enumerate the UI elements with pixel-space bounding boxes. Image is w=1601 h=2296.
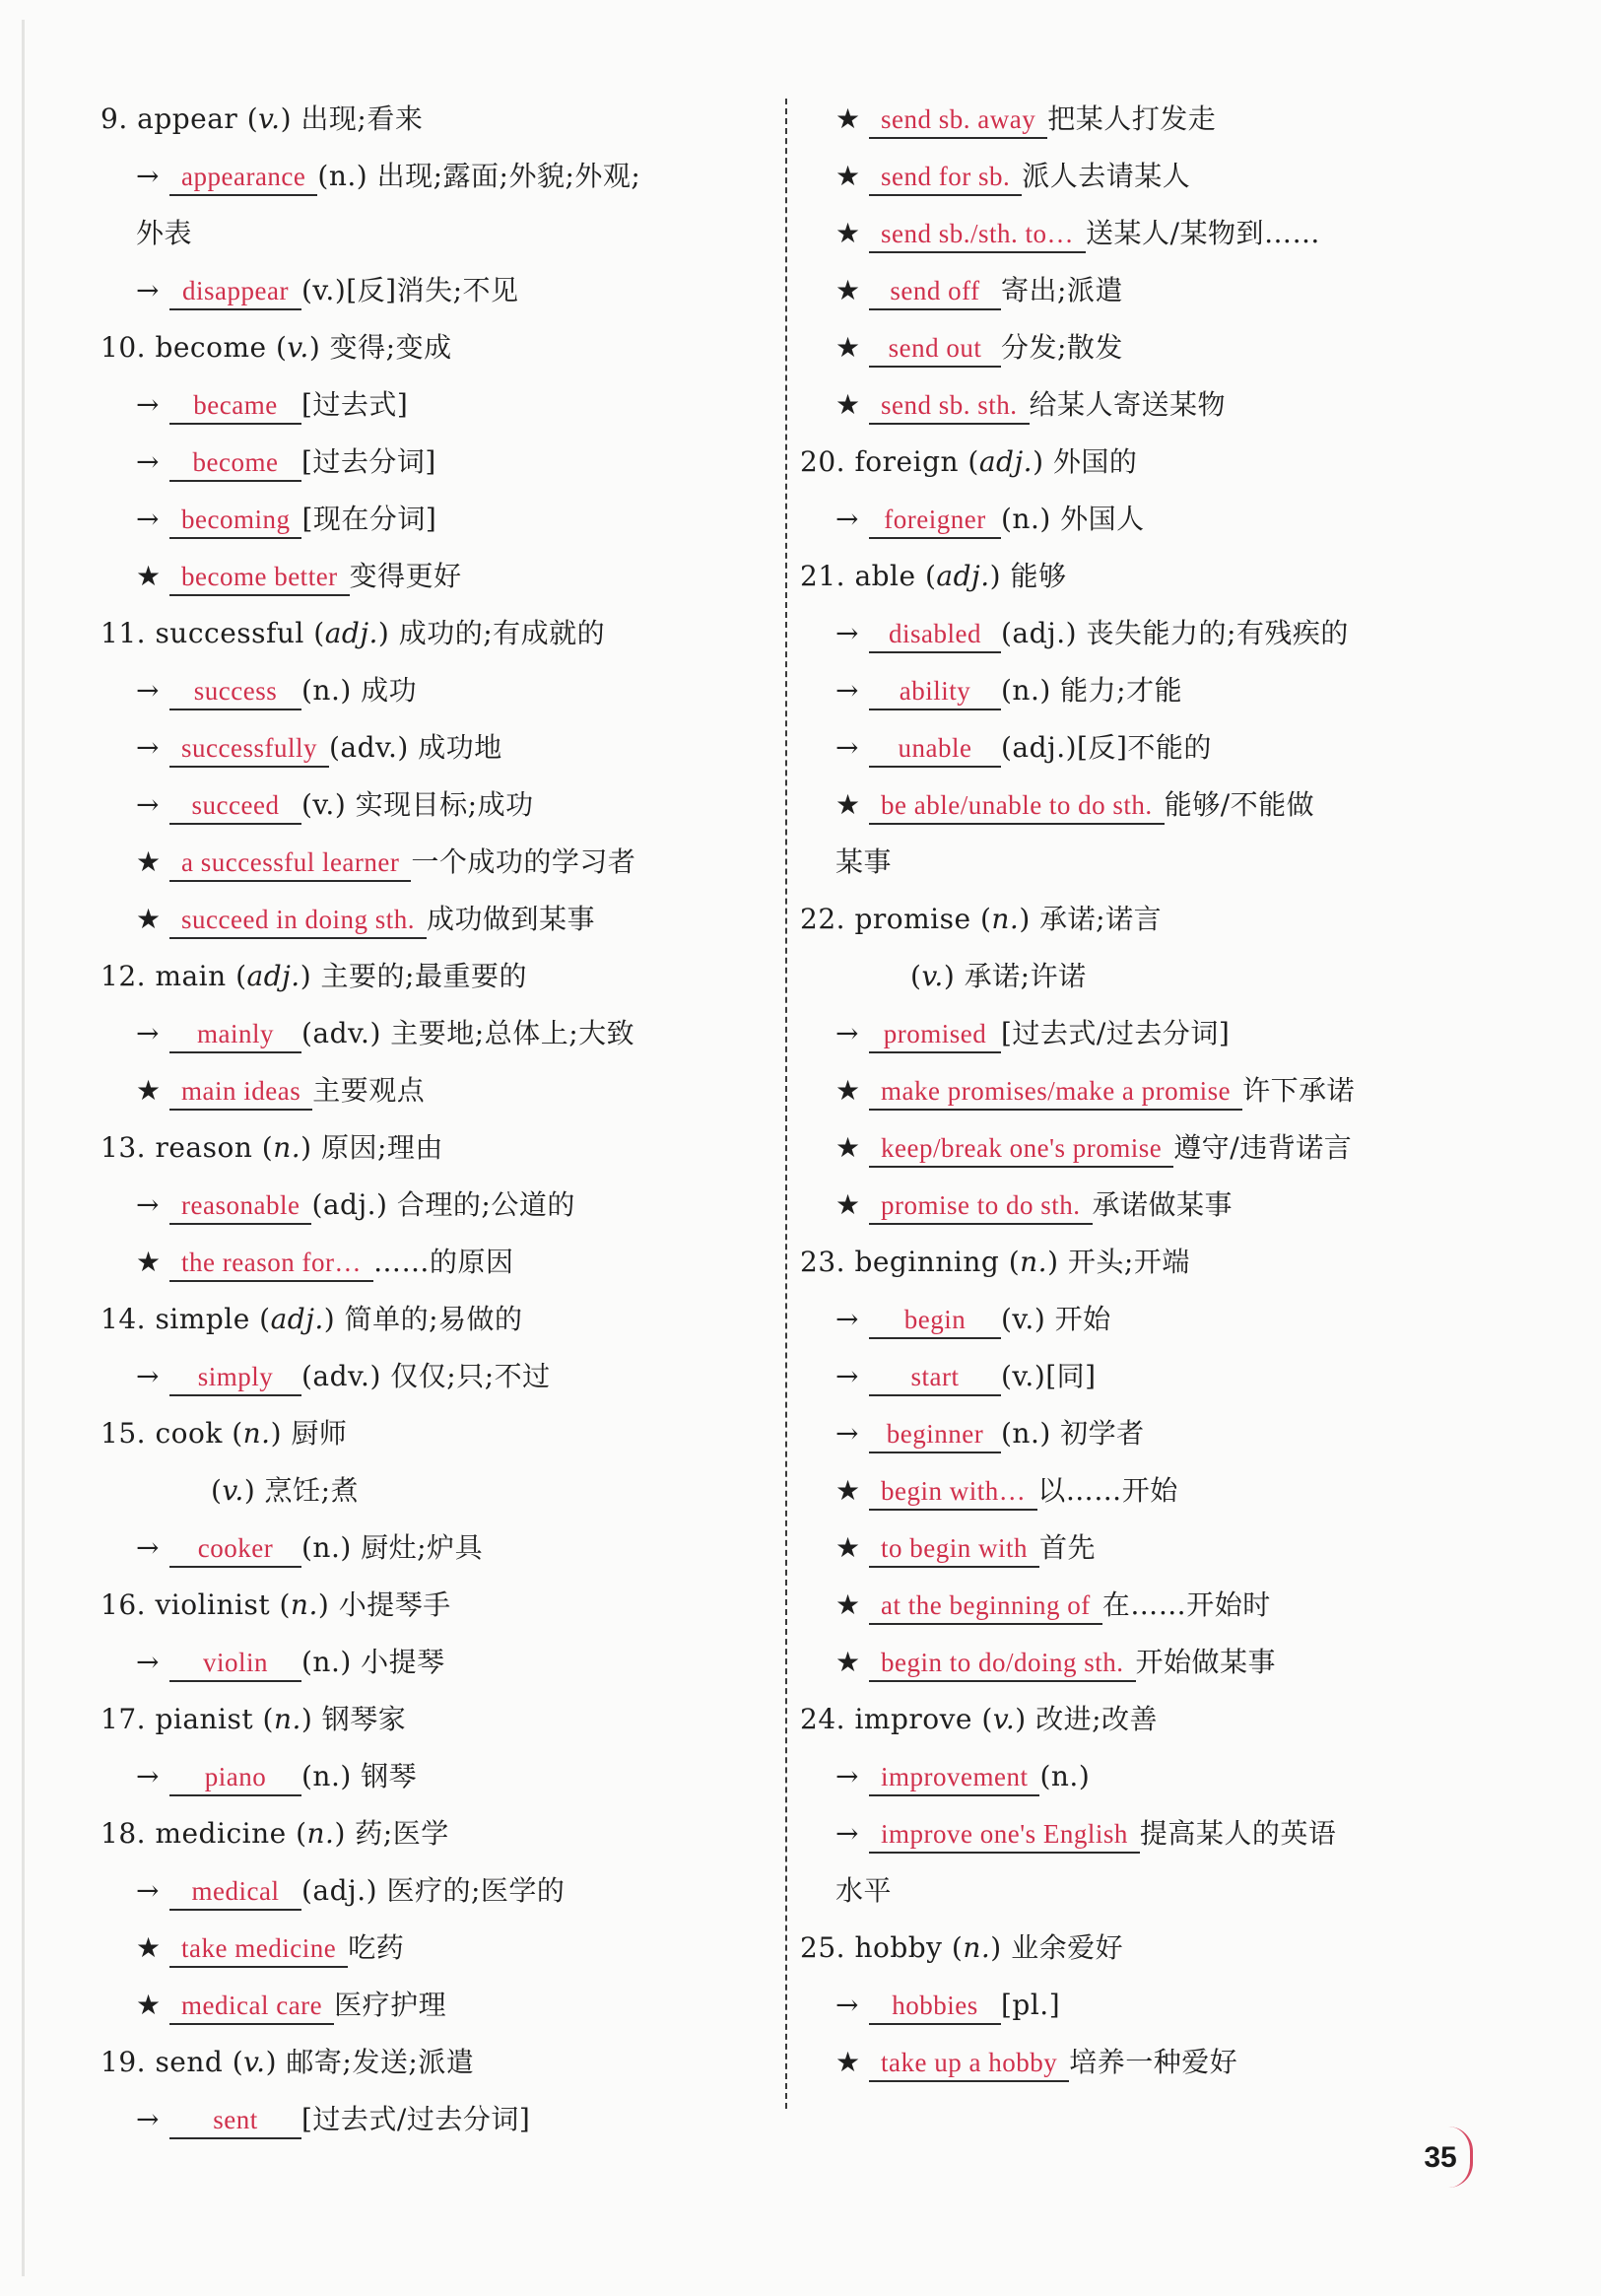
answer-blank: become better — [169, 559, 350, 596]
entry-sub-meaning: (v.) 烹饪;煮 — [211, 1474, 360, 1507]
answer-blank: main ideas — [169, 1073, 312, 1111]
arrow-icon: → — [835, 1417, 859, 1450]
gloss: 一个成功的学习者 — [411, 845, 636, 878]
answer-blank: begin with… — [869, 1473, 1037, 1511]
arrow-icon: → — [835, 1989, 859, 2021]
gloss: (adj.) 医疗的;医学的 — [301, 1874, 566, 1907]
arrow-icon: → — [835, 1360, 859, 1392]
chinese-meaning: 简单的;易做的 — [344, 1303, 523, 1335]
entry-number: 16. — [100, 1588, 147, 1621]
gloss: (n.) 小提琴 — [301, 1646, 445, 1678]
part-of-speech: v. — [921, 960, 944, 992]
answer-blank: simply — [169, 1359, 301, 1396]
derived-form-row — [100, 1177, 780, 1234]
star-icon: ★ — [835, 1474, 861, 1507]
star-icon: ★ — [835, 274, 861, 306]
star-icon: ★ — [136, 903, 162, 935]
entry-number: 17. — [100, 1703, 147, 1735]
headword: simple — [155, 1303, 250, 1335]
gloss: (v.) 实现目标;成功 — [301, 788, 534, 821]
star-icon: ★ — [136, 1246, 162, 1278]
gloss: (adv.) 仅仅;只;不过 — [301, 1360, 551, 1392]
entry-headword: 16. violinist (n.) 小提琴手 — [100, 1588, 451, 1621]
gloss: (n.) 钢琴 — [301, 1760, 418, 1792]
answer-blank: start — [869, 1359, 1001, 1396]
part-of-speech: n. — [991, 903, 1020, 935]
derived-form-row — [100, 1634, 780, 1691]
gloss: 培养一种爱好 — [1069, 2046, 1238, 2078]
entry-headword: 12. main (adj.) 主要的;最重要的 — [100, 960, 527, 992]
headword: main — [155, 960, 227, 992]
star-icon: ★ — [835, 102, 861, 135]
derived-form-row — [800, 1977, 1490, 2034]
derived-form-row — [100, 434, 780, 491]
arrow-icon: → — [136, 1531, 160, 1564]
phrase-row — [800, 262, 1490, 319]
gloss: 许下承诺 — [1242, 1074, 1356, 1107]
star-icon: ★ — [835, 1646, 861, 1678]
phrase-row — [100, 1234, 780, 1291]
entry-number: 14. — [100, 1303, 147, 1335]
part-of-speech: n. — [306, 1817, 335, 1850]
derived-form-row — [800, 491, 1490, 548]
derived-form-row — [800, 1291, 1490, 1348]
headword: pianist — [155, 1703, 254, 1735]
continuation-text: 外表 — [136, 217, 193, 249]
arrow-icon: → — [136, 388, 160, 421]
headword: promise — [854, 903, 971, 935]
entry-number: 24. — [800, 1703, 846, 1735]
answer-blank: medical — [169, 1873, 301, 1911]
answer-blank: ability — [869, 673, 1001, 710]
entry-headword: 10. become (v.) 变得;变成 — [100, 331, 452, 364]
gloss: 医疗护理 — [334, 1989, 447, 2021]
star-icon: ★ — [835, 1531, 861, 1564]
gloss: (n.) 外国人 — [1001, 503, 1145, 535]
gloss: (v.)[反]消失;不见 — [301, 274, 519, 306]
derived-form-row — [100, 262, 780, 319]
star-icon: ★ — [835, 2046, 861, 2078]
entry-headword: 18. medicine (n.) 药;医学 — [100, 1817, 449, 1850]
entry-headword: 23. beginning (n.) 开头;开端 — [800, 1246, 1190, 1278]
headword: medicine — [155, 1817, 287, 1850]
entry-number: 12. — [100, 960, 147, 992]
phrase-row — [800, 376, 1490, 434]
answer-blank: unable — [869, 730, 1001, 768]
phrase-row — [100, 834, 780, 891]
arrow-icon: → — [136, 1760, 160, 1792]
answer-blank: the reason for… — [169, 1245, 373, 1282]
entry-number: 21. — [800, 560, 846, 592]
arrow-icon: → — [136, 1188, 160, 1221]
part-of-speech: n. — [963, 1931, 991, 1964]
gloss: [pl.] — [1001, 1989, 1061, 2021]
chinese-meaning: 出现;看来 — [300, 102, 424, 135]
chinese-meaning: 变得;变成 — [329, 331, 452, 364]
derived-form-row — [100, 376, 780, 434]
arrow-icon: → — [835, 617, 859, 649]
gloss: (adj.) 合理的;公道的 — [311, 1188, 575, 1221]
answer-blank: make promises/make a promise — [869, 1073, 1242, 1111]
arrow-icon: → — [835, 1817, 859, 1850]
headword: send — [155, 2046, 224, 2078]
gloss: 送某人/某物到…… — [1086, 217, 1320, 249]
phrase-row — [800, 91, 1490, 148]
arrow-icon: → — [136, 731, 160, 764]
chinese-meaning: 成功的;有成就的 — [398, 617, 606, 649]
answer-blank: at the beginning of — [869, 1587, 1102, 1625]
entry-headword: 15. cook (n.) 厨师 — [100, 1417, 348, 1450]
derived-form-row — [100, 1348, 780, 1405]
chinese-meaning: 能够 — [1010, 560, 1067, 592]
arrow-icon: → — [136, 2103, 160, 2135]
answer-blank: begin — [869, 1302, 1001, 1339]
answer-blank: successfully — [169, 730, 329, 768]
answer-blank: a successful learner — [169, 844, 411, 882]
phrase-row — [800, 148, 1490, 205]
right-column — [800, 91, 1490, 2091]
derived-form-row — [800, 662, 1490, 719]
part-of-speech: n. — [242, 1417, 271, 1450]
arrow-icon: → — [136, 1646, 160, 1678]
gloss: (v.) 开始 — [1001, 1303, 1111, 1335]
entry-headword: 25. hobby (n.) 业余爱好 — [800, 1931, 1124, 1964]
derived-form-row — [100, 1862, 780, 1920]
chinese-meaning: 开头;开端 — [1067, 1246, 1190, 1278]
headword: successful — [155, 617, 304, 649]
headword: improve — [854, 1703, 972, 1735]
entry-continuation — [100, 205, 780, 262]
chinese-meaning: 主要的;最重要的 — [320, 960, 527, 992]
star-icon: ★ — [835, 331, 861, 364]
gloss: (adv.) 成功地 — [328, 731, 502, 764]
arrow-icon: → — [136, 1874, 160, 1907]
entry-headword: 22. promise (n.) 承诺;诺言 — [800, 903, 1163, 935]
derived-form-row — [100, 719, 780, 777]
star-icon: ★ — [136, 560, 162, 592]
phrase-row — [800, 1177, 1490, 1234]
arrow-icon: → — [136, 503, 160, 535]
chinese-meaning: 改进;改善 — [1035, 1703, 1158, 1735]
scan-edge — [22, 20, 25, 2276]
entry-number: 18. — [100, 1817, 147, 1850]
part-of-speech: v. — [992, 1703, 1016, 1735]
answer-blank: promise to do sth. — [869, 1187, 1093, 1225]
gloss: 首先 — [1039, 1531, 1097, 1564]
gloss: 把某人打发走 — [1047, 102, 1217, 135]
headword: foreign — [854, 445, 960, 478]
part-of-speech: v. — [287, 331, 309, 364]
derived-form-row — [800, 1748, 1490, 1805]
answer-blank: success — [169, 673, 301, 710]
entry-headword: 14. simple (adj.) 简单的;易做的 — [100, 1303, 523, 1335]
derived-form-row — [100, 1005, 780, 1062]
gloss: (adj.) 丧失能力的;有残疾的 — [1001, 617, 1349, 649]
answer-blank: violin — [169, 1645, 301, 1682]
derived-form-row — [100, 777, 780, 834]
star-icon: ★ — [835, 1131, 861, 1164]
part-of-speech: adj. — [936, 560, 990, 592]
chinese-meaning: 小提琴手 — [338, 1588, 451, 1621]
answer-blank: reasonable — [169, 1187, 311, 1225]
derived-form-row — [100, 491, 780, 548]
arrow-icon: → — [835, 1017, 859, 1049]
gloss: (n.) 初学者 — [1001, 1417, 1145, 1450]
answer-blank: succeed in doing sth. — [169, 902, 427, 939]
chinese-meaning: 原因;理由 — [320, 1131, 443, 1164]
entry-headword: 20. foreign (adj.) 外国的 — [800, 445, 1138, 478]
gloss: (n.) 出现;露面;外貌;外观; — [317, 160, 641, 192]
headword: appear — [137, 102, 238, 135]
chinese-meaning: 烹饪;煮 — [264, 1474, 360, 1507]
answer-blank: send out — [869, 330, 1001, 368]
gloss: 分发;散发 — [1001, 331, 1123, 364]
entry-headword: 21. able (adj.) 能够 — [800, 560, 1067, 592]
entry-headword: 9. appear (v.) 出现;看来 — [100, 102, 424, 135]
phrase-row — [100, 1920, 780, 1977]
left-column — [100, 91, 780, 2148]
gloss: (adj.)[反]不能的 — [1001, 731, 1212, 764]
answer-blank: cooker — [169, 1530, 301, 1568]
arrow-icon: → — [136, 160, 160, 192]
gloss: [过去式] — [301, 388, 409, 421]
arrow-icon: → — [835, 503, 859, 535]
gloss: 吃药 — [348, 1931, 405, 1964]
star-icon: ★ — [835, 1188, 861, 1221]
phrase-row — [100, 1062, 780, 1119]
arrow-icon: → — [835, 674, 859, 707]
entry-headword: 13. reason (n.) 原因;理由 — [100, 1131, 443, 1164]
entry-number: 22. — [800, 903, 846, 935]
star-icon: ★ — [835, 388, 861, 421]
star-icon: ★ — [835, 160, 861, 192]
part-of-speech: adj. — [246, 960, 300, 992]
entry-number: 25. — [800, 1931, 846, 1964]
headword: become — [155, 331, 267, 364]
part-of-speech: v. — [222, 1474, 244, 1507]
answer-blank: improvement — [869, 1759, 1039, 1796]
arrow-icon: → — [136, 788, 160, 821]
arrow-icon: → — [835, 1303, 859, 1335]
phrase-row — [800, 2034, 1490, 2091]
gloss: [现在分词] — [301, 503, 437, 535]
gloss: 寄出;派遣 — [1001, 274, 1123, 306]
arrow-icon: → — [835, 731, 859, 764]
gloss: [过去分词] — [301, 445, 436, 478]
part-of-speech: adj. — [270, 1303, 324, 1335]
chinese-meaning: 承诺;诺言 — [1039, 903, 1163, 935]
chinese-meaning: 承诺;许诺 — [964, 960, 1087, 992]
entry-number: 15. — [100, 1417, 147, 1450]
star-icon: ★ — [136, 845, 162, 878]
derived-form-row — [100, 1748, 780, 1805]
entry-number: 9. — [100, 102, 128, 135]
star-icon: ★ — [835, 1074, 861, 1107]
gloss: 在……开始时 — [1101, 1588, 1271, 1621]
part-of-speech: n. — [1020, 1246, 1048, 1278]
answer-blank: take medicine — [169, 1930, 348, 1968]
answer-blank: send for sb. — [869, 159, 1022, 196]
chinese-meaning: 业余爱好 — [1011, 1931, 1124, 1964]
headword: reason — [155, 1131, 253, 1164]
derived-form-row — [800, 605, 1490, 662]
gloss: [过去式/过去分词] — [1001, 1017, 1231, 1049]
part-of-speech: n. — [273, 1703, 301, 1735]
arrow-icon: → — [136, 274, 160, 306]
gloss: ……的原因 — [372, 1246, 514, 1278]
answer-blank: foreigner — [869, 502, 1001, 539]
gloss: (n.) 能力;才能 — [1001, 674, 1183, 707]
continuation-text: 水平 — [835, 1874, 893, 1907]
answer-blank: send sb. sth. — [869, 387, 1030, 425]
derived-form-row — [100, 1519, 780, 1577]
derived-form-row — [800, 719, 1490, 777]
arrow-icon: → — [136, 1017, 160, 1049]
star-icon: ★ — [136, 1074, 162, 1107]
star-icon: ★ — [835, 217, 861, 249]
star-icon: ★ — [835, 1588, 861, 1621]
gloss: 主要观点 — [312, 1074, 426, 1107]
answer-blank: sent — [169, 2102, 301, 2139]
page-number: 35 — [1424, 2141, 1457, 2174]
phrase-row — [800, 1577, 1490, 1634]
gloss: 变得更好 — [349, 560, 462, 592]
gloss: 成功做到某事 — [426, 903, 595, 935]
phrase-row — [800, 1519, 1490, 1577]
chinese-meaning: 厨师 — [291, 1417, 348, 1450]
answer-blank: piano — [169, 1759, 301, 1796]
gloss: (v.)[同] — [1001, 1360, 1097, 1392]
arrow-icon: → — [835, 1760, 859, 1792]
chinese-meaning: 钢琴家 — [321, 1703, 407, 1735]
phrase-row — [100, 891, 780, 948]
phrase-row — [800, 777, 1490, 834]
derived-form-row — [800, 1005, 1490, 1062]
arrow-icon: → — [136, 445, 160, 478]
answer-blank: improve one's English — [869, 1816, 1140, 1854]
phrase-row — [800, 205, 1490, 262]
part-of-speech: v. — [243, 2046, 266, 2078]
entry-continuation — [800, 1862, 1490, 1920]
star-icon: ★ — [835, 788, 861, 821]
answer-blank: be able/unable to do sth. — [869, 787, 1165, 825]
chinese-meaning: 外国的 — [1052, 445, 1138, 478]
entry-sub-meaning: (v.) 承诺;许诺 — [910, 960, 1087, 992]
part-of-speech: n. — [273, 1131, 301, 1164]
gloss: (adv.) 主要地;总体上;大致 — [301, 1017, 635, 1049]
gloss: (n.) 成功 — [301, 674, 418, 707]
derived-form-row — [800, 1348, 1490, 1405]
entry-headword: 19. send (v.) 邮寄;发送;派遣 — [100, 2046, 475, 2078]
entry-headword: 11. successful (adj.) 成功的;有成就的 — [100, 617, 606, 649]
entry-number: 13. — [100, 1131, 147, 1164]
answer-blank: disappear — [169, 273, 301, 310]
answer-blank: keep/break one's promise — [869, 1130, 1173, 1168]
entry-continuation — [800, 834, 1490, 891]
answer-blank: hobbies — [869, 1988, 1001, 2025]
arrow-icon: → — [136, 674, 160, 707]
answer-blank: promised — [869, 1016, 1001, 1053]
gloss: 提高某人的英语 — [1139, 1817, 1337, 1850]
answer-blank: beginner — [869, 1416, 1001, 1453]
part-of-speech: n. — [290, 1588, 318, 1621]
phrase-row — [800, 1062, 1490, 1119]
entry-number: 19. — [100, 2046, 147, 2078]
derived-form-row — [100, 662, 780, 719]
gloss: (n.) 厨灶;炉具 — [301, 1531, 484, 1564]
entry-number: 20. — [800, 445, 846, 478]
answer-blank: send sb. away — [869, 101, 1047, 139]
answer-blank: become — [169, 444, 301, 482]
entry-headword: 17. pianist (n.) 钢琴家 — [100, 1703, 407, 1735]
answer-blank: medical care — [169, 1988, 334, 2025]
chinese-meaning: 邮寄;发送;派遣 — [286, 2046, 475, 2078]
answer-blank: disabled — [869, 616, 1001, 653]
answer-blank: send off — [869, 273, 1001, 310]
entry-number: 10. — [100, 331, 147, 364]
answer-blank: mainly — [169, 1016, 301, 1053]
part-of-speech: adj. — [324, 617, 378, 649]
gloss: (n.) — [1039, 1760, 1091, 1792]
answer-blank: becoming — [169, 502, 301, 539]
gloss: 能够/不能做 — [1164, 788, 1315, 821]
derived-form-row — [800, 1805, 1490, 1862]
entry-number: 11. — [100, 617, 147, 649]
part-of-speech: v. — [258, 102, 281, 135]
star-icon: ★ — [136, 1931, 162, 1964]
answer-blank: take up a hobby — [869, 2045, 1069, 2082]
answer-blank: to begin with — [869, 1530, 1039, 1568]
phrase-row — [100, 548, 780, 605]
arrow-icon: → — [136, 1360, 160, 1392]
derived-form-row — [800, 1405, 1490, 1462]
entry-headword: 24. improve (v.) 改进;改善 — [800, 1703, 1158, 1735]
gloss: 给某人寄送某物 — [1029, 388, 1227, 421]
answer-blank: appearance — [169, 159, 317, 196]
gloss: [过去式/过去分词] — [301, 2103, 531, 2135]
gloss: 以……开始 — [1037, 1474, 1178, 1507]
derived-form-row — [100, 2091, 780, 2148]
continuation-text: 某事 — [835, 845, 893, 878]
answer-blank: begin to do/doing sth. — [869, 1645, 1136, 1682]
star-icon: ★ — [136, 1989, 162, 2021]
entry-number: 23. — [800, 1246, 846, 1278]
answer-blank: became — [169, 387, 301, 425]
derived-form-row — [100, 148, 780, 205]
headword: violinist — [155, 1588, 271, 1621]
headword: able — [854, 560, 916, 592]
gloss: 承诺做某事 — [1092, 1188, 1234, 1221]
gloss: 派人去请某人 — [1022, 160, 1191, 192]
phrase-row — [800, 1634, 1490, 1691]
gloss: 遵守/违背诺言 — [1173, 1131, 1353, 1164]
headword: cook — [155, 1417, 223, 1450]
answer-blank: succeed — [169, 787, 301, 825]
phrase-row — [800, 319, 1490, 376]
headword: beginning — [854, 1246, 1000, 1278]
phrase-row — [800, 1462, 1490, 1519]
answer-blank: send sb./sth. to… — [869, 216, 1086, 253]
headword: hobby — [854, 1931, 943, 1964]
part-of-speech: adj. — [978, 445, 1034, 478]
gloss: 开始做某事 — [1135, 1646, 1277, 1678]
phrase-row — [100, 1977, 780, 2034]
chinese-meaning: 药;医学 — [355, 1817, 449, 1850]
column-divider — [785, 99, 787, 2109]
phrase-row — [800, 1119, 1490, 1177]
